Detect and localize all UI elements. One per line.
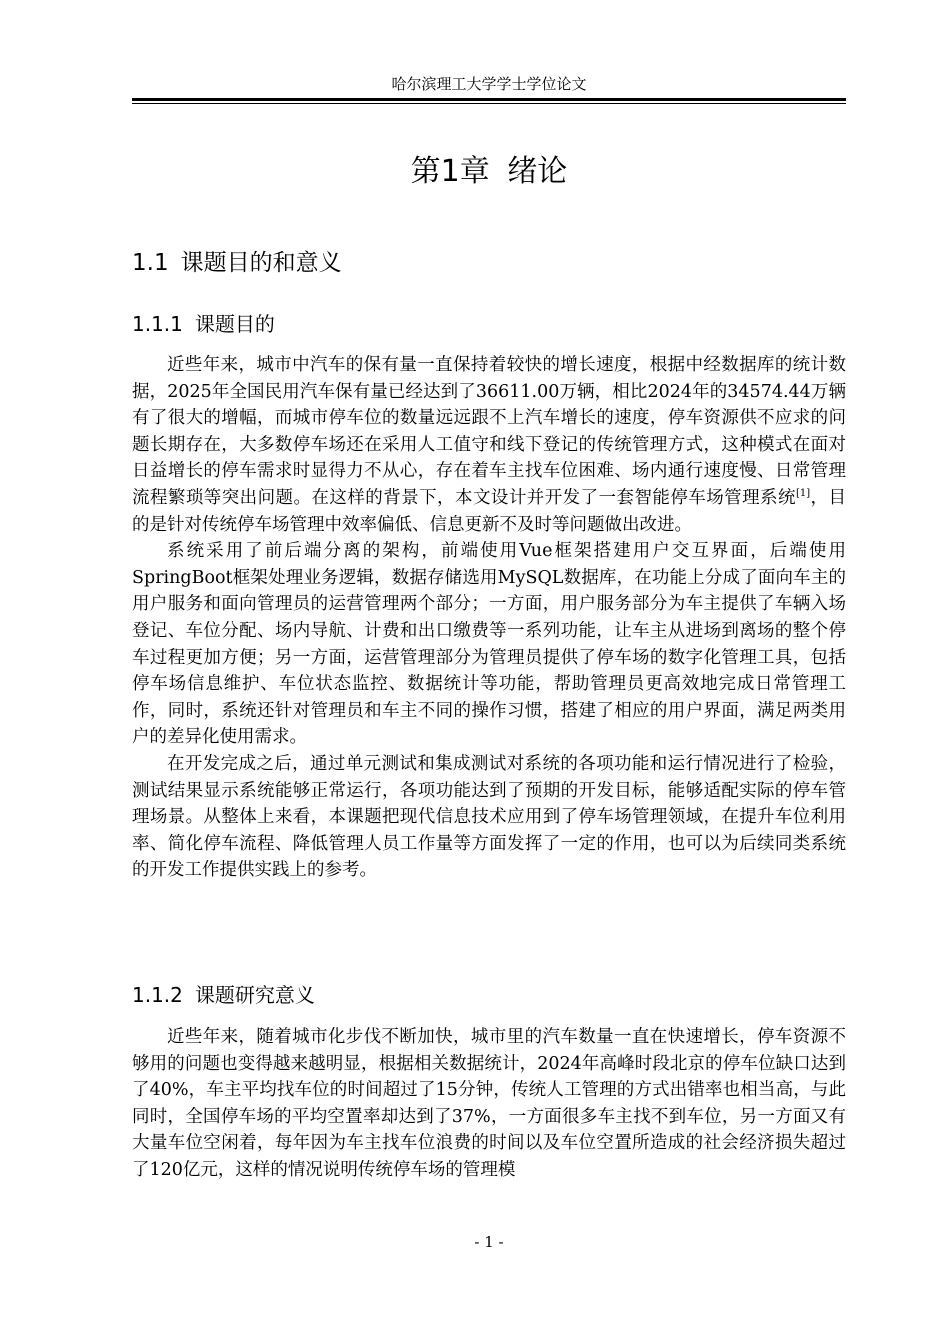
running-header: 哈尔滨理工大学学士学位论文 [391, 75, 587, 93]
subsection-heading-2 [132, 980, 315, 1010]
paragraph-4: 近些年来，随着城市化步伐不断加快，城市里的汽车数量一直在快速增长，停车资源不够用的问题也变得越来越明显，根据相关数据统计，2024年高峰时段北京的停车位缺口达到了40%，车主平均找车位的时间超过了15分钟，传统人工管理的方式出错率也相当高，与此同时，全国停车场的平均空置率却达到了37%，一方面很多车主找不到车位，另一方面又有大量车位空闲着，每年因为车主找车位浪费的时间以及车位空置所造成的社会经济损失超过了120亿元，这样的情况说明传统停车场的管理模 [132, 1027, 846, 1180]
subsection-title-1: 课题目的 [194, 312, 275, 336]
paragraph-1 [132, 352, 846, 538]
subsection-heading-1 [132, 309, 275, 339]
subsection-title-2: 课题研究意义 [194, 983, 315, 1007]
chapter-title [132, 152, 846, 192]
section-heading [132, 246, 342, 280]
paragraph-2: 系统采用了前后端分离的架构，前端使用Vue框架搭建用户交互界面，后端使用SpringBoot框架处理业务逻辑，数据存储选用MySQL数据库，在功能上分成了面向车主的用户服务和面向管理员的运营管理两个部分；一方面，用户服务部分为车主提供了车辆入场登记、车位分配、场内导航、计费和出口缴费等一系列功能，让车主从进场到离场的整个停车过程更加方便；另一方面，运营管理部分为管理员提供了停车场的数字化管理工具，包括停车场信息维护、车位状态监控、数据统计等功能，帮助管理员更高效地完成日常管理工作，同时，系统还针对管理员和车主不同的操作习惯，搭建了相应的用户界面，满足两类用户的差异化使用需求。 [132, 541, 846, 748]
section-number: 1.1 [132, 250, 169, 276]
paragraph-1-text-b: ，目的是针对传统停车场管理中效率偏低、信息更新不及时等问题做出改进。 [132, 487, 846, 535]
subsection-body-1 [132, 352, 846, 884]
paragraph-3: 在开发完成之后，通过单元测试和集成测试对系统的各项功能和运行情况进行了检验，测试结果显示系统能够正常运行，各项功能达到了预期的开发目标，能够适配实际的停车管理场景。从整体上来看，本课题把现代信息技术应用到了停车场管理领域，在提升车位利用率、简化停车流程、降低管理人员工作量等方面发挥了一定的作用，也可以为后续同类系统的开发工作提供实践上的参考。 [132, 753, 846, 881]
citation-reference: [1] [795, 488, 811, 500]
subsection-number-2: 1.1.2 [132, 983, 183, 1007]
paragraph-1-text-a: 近些年来，城市中汽车的保有量一直保持着较快的增长速度，根据中经数据库的统计数据，2025年全国民用汽车保有量已经达到了36611.00万辆，相比2024年的34574.44万辆有了很大的增幅，而城市停车位的数量远远跟不上汽车增长的速度，停车资源供不应求的问题长期存在，大多数停车场还在采用人工值守和线下登记的传统管理方式，这种模式在面对日益增长的停车需求时显得力不从心，存在着车主找车位困难、场内通行速度慢、日常管理流程繁琐等突出问题。在这样的背景下，本文设计并开发了一套智能停车场管理系统 [132, 355, 846, 508]
chapter-number: 第1章 [410, 154, 490, 189]
section-title: 课题目的和意义 [180, 250, 342, 276]
page-number: - 1 - [474, 1233, 504, 1251]
chapter-name: 绪论 [507, 154, 568, 189]
subsection-number-1: 1.1.1 [132, 312, 183, 336]
header-rule-thick [132, 98, 846, 101]
header-rule-thin [132, 103, 846, 104]
subsection-body-2 [132, 1024, 846, 1184]
